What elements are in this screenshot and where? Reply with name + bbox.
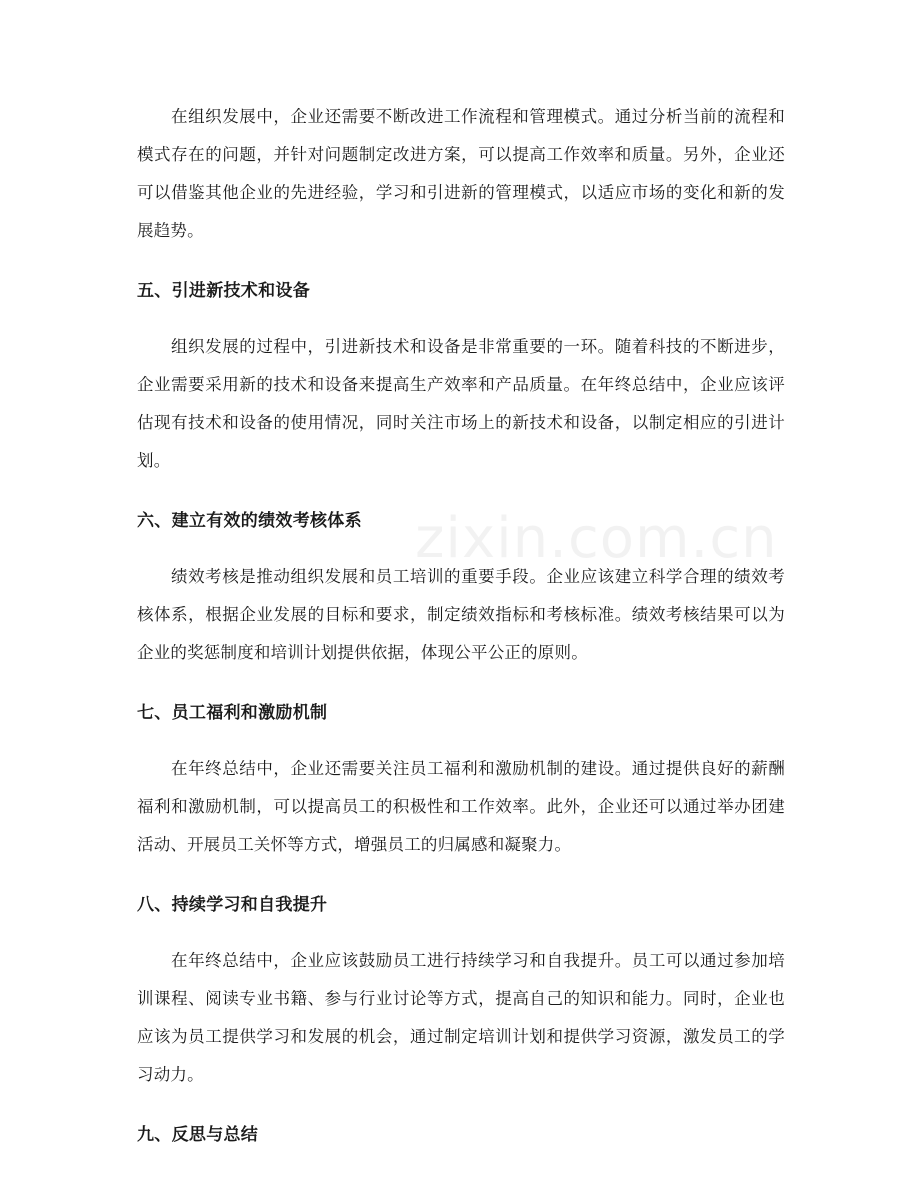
paragraph-performance-review: 绩效考核是推动组织发展和员工培训的重要手段。企业应该建立科学合理的绩效考核体系，根据企业发展的目标和要求，制定绩效指标和考核标准。绩效考核结果可以为企业的奖惩制度和培训计划提供依据，体现公平公正的原则。 xyxy=(137,567,785,662)
heading-benefits-incentives: 七、员工福利和激励机制 xyxy=(137,703,328,723)
paragraph-benefits-incentives: 在年终总结中，企业还需要关注员工福利和激励机制的建设。通过提供良好的薪酬福利和激励机制，可以提高员工的积极性和工作效率。此外，企业还可以通过举办团建活动、开展员工关怀等方式，增强员工的归属感和凝聚力。 xyxy=(137,759,785,854)
heading-continuous-learning: 八、持续学习和自我提升 xyxy=(137,895,328,915)
heading-performance-review: 六、建立有效的绩效考核体系 xyxy=(137,511,362,531)
paragraph-continuous-learning: 在年终总结中，企业应该鼓励员工进行持续学习和自我提升。员工可以通过参加培训课程、阅读专业书籍、参与行业讨论等方式，提高自己的知识和能力。同时，企业也应该为员工提供学习和发展的机会，通过制定培训计划和提供学习资源，激发员工的学习动力。 xyxy=(137,951,785,1084)
heading-reflection-summary: 九、反思与总结 xyxy=(137,1125,259,1145)
paragraph-new-technology: 组织发展的过程中，引进新技术和设备是非常重要的一环。随着科技的不断进步，企业需要采用新的技术和设备来提高生产效率和产品质量。在年终总结中，企业应该评估现有技术和设备的使用情况，同时关注市场上的新技术和设备，以制定相应的引进计划。 xyxy=(137,337,785,470)
document-body xyxy=(137,98,785,1154)
paragraph-process-improvement: 在组织发展中，企业还需要不断改进工作流程和管理模式。通过分析当前的流程和模式存在的问题，并针对问题制定改进方案，可以提高工作效率和质量。另外，企业还可以借鉴其他企业的先进经验，学习和引进新的管理模式，以适应市场的变化和新的发展趋势。 xyxy=(137,107,785,240)
heading-new-technology: 五、引进新技术和设备 xyxy=(137,281,310,301)
watermark: zixin.com.cn xyxy=(415,506,778,571)
